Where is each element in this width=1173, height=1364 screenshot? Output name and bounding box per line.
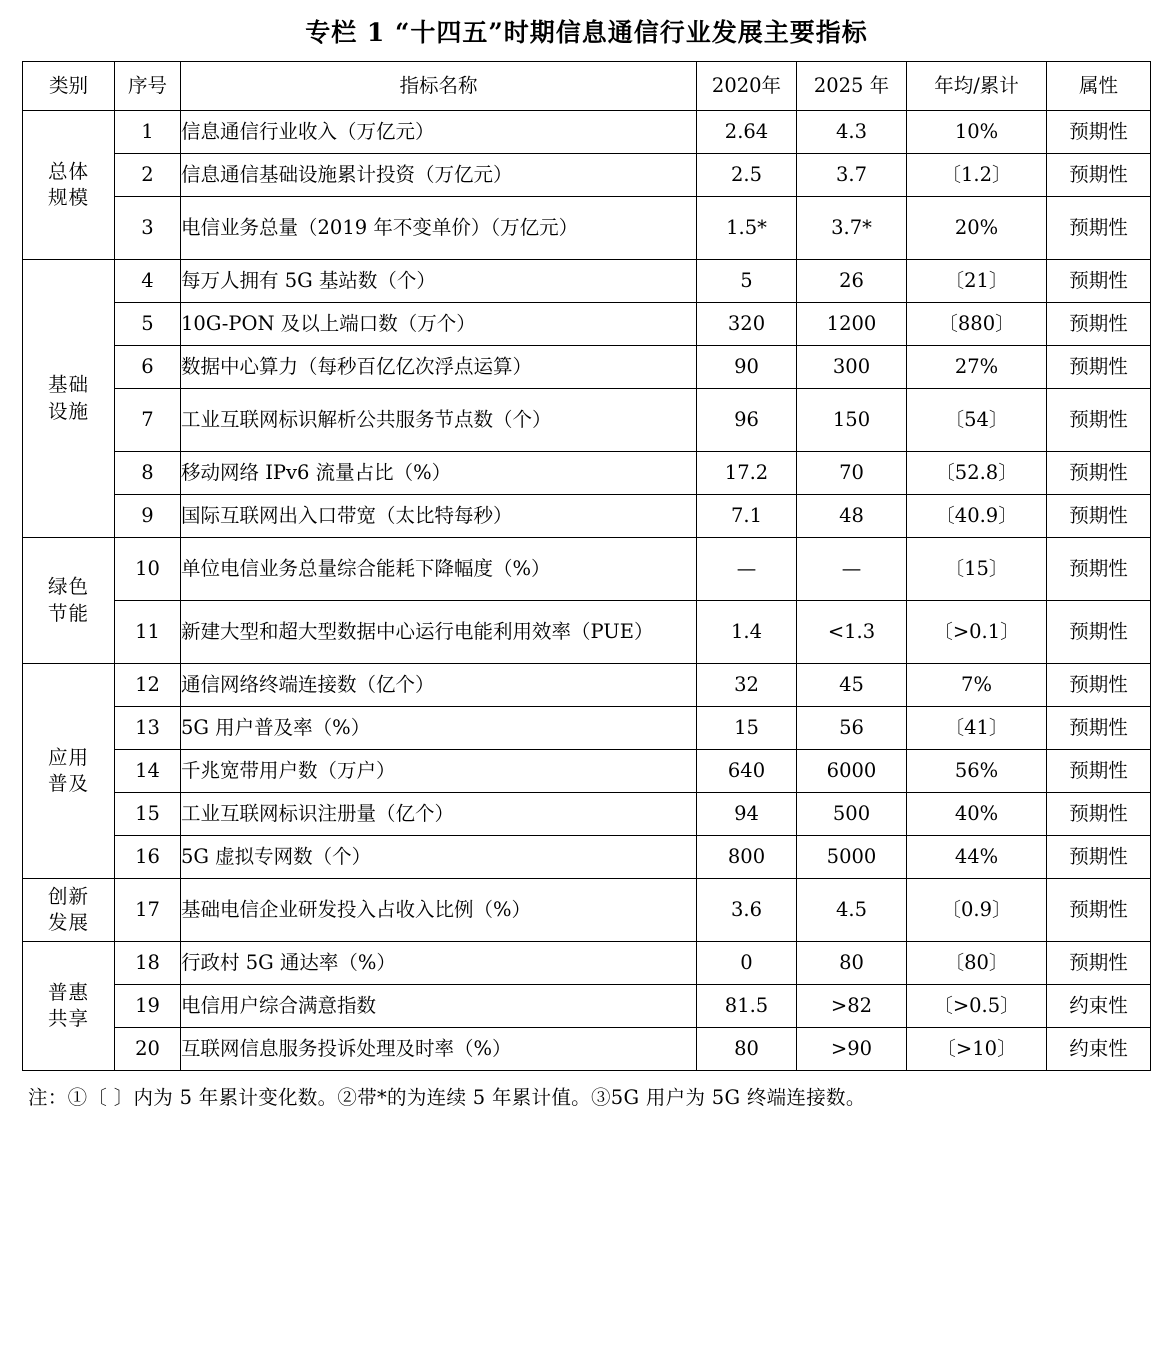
row-index-cell: 7: [115, 389, 181, 452]
indicator-name-cell: 信息通信行业收入（万亿元）: [181, 111, 697, 154]
value-average-cell: 27%: [907, 346, 1047, 389]
value-average-cell: 〔15〕: [907, 538, 1047, 601]
value-2020-cell: 3.6: [697, 879, 797, 942]
indicators-table: [22, 61, 1151, 1071]
table-row: [23, 793, 1151, 836]
value-2025-cell: 500: [797, 793, 907, 836]
table-row: [23, 601, 1151, 664]
row-index-cell: 12: [115, 664, 181, 707]
indicator-name-cell: 电信用户综合满意指数: [181, 985, 697, 1028]
value-2025-cell: 80: [797, 942, 907, 985]
value-2020-cell: 5: [697, 260, 797, 303]
attribute-cell: 预期性: [1047, 942, 1151, 985]
value-2025-cell: 4.5: [797, 879, 907, 942]
attribute-cell: 预期性: [1047, 197, 1151, 260]
column-header-2020: 2020年: [697, 62, 797, 111]
value-2025-cell: 26: [797, 260, 907, 303]
value-2025-cell: 45: [797, 664, 907, 707]
value-2020-cell: 0: [697, 942, 797, 985]
table-row: [23, 879, 1151, 942]
column-header-attribute: 属性: [1047, 62, 1151, 111]
value-2025-cell: 48: [797, 495, 907, 538]
value-2020-cell: 32: [697, 664, 797, 707]
table-row: [23, 942, 1151, 985]
value-average-cell: 〔880〕: [907, 303, 1047, 346]
attribute-cell: 预期性: [1047, 601, 1151, 664]
value-2020-cell: 94: [697, 793, 797, 836]
row-index-cell: 11: [115, 601, 181, 664]
value-2025-cell: 5000: [797, 836, 907, 879]
attribute-cell: 预期性: [1047, 452, 1151, 495]
value-2025-cell: 56: [797, 707, 907, 750]
row-index-cell: 15: [115, 793, 181, 836]
column-header-category: 类别: [23, 62, 115, 111]
value-2020-cell: 17.2: [697, 452, 797, 495]
value-2020-cell: 800: [697, 836, 797, 879]
indicator-name-cell: 单位电信业务总量综合能耗下降幅度（%）: [181, 538, 697, 601]
table-row: [23, 495, 1151, 538]
table-header: [23, 62, 1151, 111]
indicator-name-cell: 每万人拥有 5G 基站数（个）: [181, 260, 697, 303]
table-row: [23, 260, 1151, 303]
attribute-cell: 约束性: [1047, 985, 1151, 1028]
attribute-cell: 预期性: [1047, 389, 1151, 452]
indicator-name-cell: 基础电信企业研发投入占收入比例（%）: [181, 879, 697, 942]
attribute-cell: 预期性: [1047, 793, 1151, 836]
category-cell: 绿色 节能: [23, 538, 115, 664]
value-2020-cell: 2.64: [697, 111, 797, 154]
value-2025-cell: 1200: [797, 303, 907, 346]
value-average-cell: 40%: [907, 793, 1047, 836]
value-2025-cell: 3.7*: [797, 197, 907, 260]
table-row: [23, 197, 1151, 260]
column-header-index: 序号: [115, 62, 181, 111]
indicator-name-cell: 10G-PON 及以上端口数（万个）: [181, 303, 697, 346]
value-2020-cell: 96: [697, 389, 797, 452]
indicator-name-cell: 互联网信息服务投诉处理及时率（%）: [181, 1028, 697, 1071]
value-2020-cell: 640: [697, 750, 797, 793]
table-row: [23, 538, 1151, 601]
value-average-cell: 20%: [907, 197, 1047, 260]
row-index-cell: 9: [115, 495, 181, 538]
value-2025-cell: >90: [797, 1028, 907, 1071]
table-row: [23, 389, 1151, 452]
category-cell: 普惠 共享: [23, 942, 115, 1071]
indicator-name-cell: 千兆宽带用户数（万户）: [181, 750, 697, 793]
column-header-average: 年均/累计: [907, 62, 1047, 111]
value-average-cell: 〔41〕: [907, 707, 1047, 750]
value-2020-cell: 7.1: [697, 495, 797, 538]
value-2020-cell: 2.5: [697, 154, 797, 197]
value-2020-cell: 1.4: [697, 601, 797, 664]
indicator-name-cell: 移动网络 IPv6 流量占比（%）: [181, 452, 697, 495]
table-row: [23, 985, 1151, 1028]
value-average-cell: 10%: [907, 111, 1047, 154]
attribute-cell: 预期性: [1047, 707, 1151, 750]
category-cell: 总体 规模: [23, 111, 115, 260]
row-index-cell: 17: [115, 879, 181, 942]
table-row: [23, 154, 1151, 197]
attribute-cell: 约束性: [1047, 1028, 1151, 1071]
value-average-cell: 〔1.2〕: [907, 154, 1047, 197]
column-header-indicator-name: 指标名称: [181, 62, 697, 111]
table-row: [23, 303, 1151, 346]
value-average-cell: 〔0.9〕: [907, 879, 1047, 942]
row-index-cell: 18: [115, 942, 181, 985]
attribute-cell: 预期性: [1047, 495, 1151, 538]
row-index-cell: 8: [115, 452, 181, 495]
row-index-cell: 10: [115, 538, 181, 601]
value-2025-cell: >82: [797, 985, 907, 1028]
row-index-cell: 1: [115, 111, 181, 154]
value-average-cell: 56%: [907, 750, 1047, 793]
indicator-name-cell: 5G 虚拟专网数（个）: [181, 836, 697, 879]
value-2020-cell: 90: [697, 346, 797, 389]
attribute-cell: 预期性: [1047, 303, 1151, 346]
value-2025-cell: 300: [797, 346, 907, 389]
indicator-name-cell: 行政村 5G 通达率（%）: [181, 942, 697, 985]
value-average-cell: 7%: [907, 664, 1047, 707]
column-header-2025: 2025 年: [797, 62, 907, 111]
indicator-name-cell: 工业互联网标识解析公共服务节点数（个）: [181, 389, 697, 452]
table-row: [23, 664, 1151, 707]
attribute-cell: 预期性: [1047, 346, 1151, 389]
value-average-cell: 〔40.9〕: [907, 495, 1047, 538]
value-average-cell: 〔>0.1〕: [907, 601, 1047, 664]
indicator-name-cell: 国际互联网出入口带宽（太比特每秒）: [181, 495, 697, 538]
row-index-cell: 16: [115, 836, 181, 879]
value-average-cell: 〔>0.5〕: [907, 985, 1047, 1028]
indicator-name-cell: 数据中心算力（每秒百亿亿次浮点运算）: [181, 346, 697, 389]
value-average-cell: 〔54〕: [907, 389, 1047, 452]
attribute-cell: 预期性: [1047, 260, 1151, 303]
value-2020-cell: 15: [697, 707, 797, 750]
row-index-cell: 2: [115, 154, 181, 197]
value-2025-cell: —: [797, 538, 907, 601]
attribute-cell: 预期性: [1047, 538, 1151, 601]
value-2025-cell: 3.7: [797, 154, 907, 197]
category-cell: 应用 普及: [23, 664, 115, 879]
value-2025-cell: 150: [797, 389, 907, 452]
table-row: [23, 707, 1151, 750]
attribute-cell: 预期性: [1047, 154, 1151, 197]
page-title: 专栏 1 “十四五”时期信息通信行业发展主要指标: [305, 18, 868, 47]
indicator-name-cell: 工业互联网标识注册量（亿个）: [181, 793, 697, 836]
table-row: [23, 346, 1151, 389]
value-average-cell: 〔52.8〕: [907, 452, 1047, 495]
table-header-row: [23, 62, 1151, 111]
attribute-cell: 预期性: [1047, 664, 1151, 707]
value-2020-cell: 80: [697, 1028, 797, 1071]
value-average-cell: 〔80〕: [907, 942, 1047, 985]
attribute-cell: 预期性: [1047, 836, 1151, 879]
value-2020-cell: 320: [697, 303, 797, 346]
row-index-cell: 3: [115, 197, 181, 260]
row-index-cell: 4: [115, 260, 181, 303]
value-average-cell: 〔21〕: [907, 260, 1047, 303]
row-index-cell: 14: [115, 750, 181, 793]
value-2020-cell: 1.5*: [697, 197, 797, 260]
value-2025-cell: 70: [797, 452, 907, 495]
row-index-cell: 13: [115, 707, 181, 750]
value-average-cell: 44%: [907, 836, 1047, 879]
value-2025-cell: 6000: [797, 750, 907, 793]
table-row: [23, 452, 1151, 495]
indicator-name-cell: 通信网络终端连接数（亿个）: [181, 664, 697, 707]
value-2020-cell: 81.5: [697, 985, 797, 1028]
value-2025-cell: <1.3: [797, 601, 907, 664]
table-row: [23, 1028, 1151, 1071]
value-average-cell: 〔>10〕: [907, 1028, 1047, 1071]
table-row: [23, 111, 1151, 154]
indicator-name-cell: 5G 用户普及率（%）: [181, 707, 697, 750]
row-index-cell: 5: [115, 303, 181, 346]
indicator-name-cell: 电信业务总量（2019 年不变单价）（万亿元）: [181, 197, 697, 260]
value-2020-cell: —: [697, 538, 797, 601]
table-row: [23, 750, 1151, 793]
category-cell: 创新 发展: [23, 879, 115, 942]
table-body: [23, 111, 1151, 1071]
category-cell: 基础 设施: [23, 260, 115, 538]
indicator-name-cell: 新建大型和超大型数据中心运行电能利用效率（PUE）: [181, 601, 697, 664]
indicator-name-cell: 信息通信基础设施累计投资（万亿元）: [181, 154, 697, 197]
attribute-cell: 预期性: [1047, 111, 1151, 154]
row-index-cell: 20: [115, 1028, 181, 1071]
attribute-cell: 预期性: [1047, 879, 1151, 942]
row-index-cell: 19: [115, 985, 181, 1028]
row-index-cell: 6: [115, 346, 181, 389]
table-row: [23, 836, 1151, 879]
attribute-cell: 预期性: [1047, 750, 1151, 793]
table-note: 注：①〔 〕内为 5 年累计变化数。②带*的为连续 5 年累计值。③5G 用户为 5G 终端连接数。: [28, 1086, 866, 1109]
value-2025-cell: 4.3: [797, 111, 907, 154]
